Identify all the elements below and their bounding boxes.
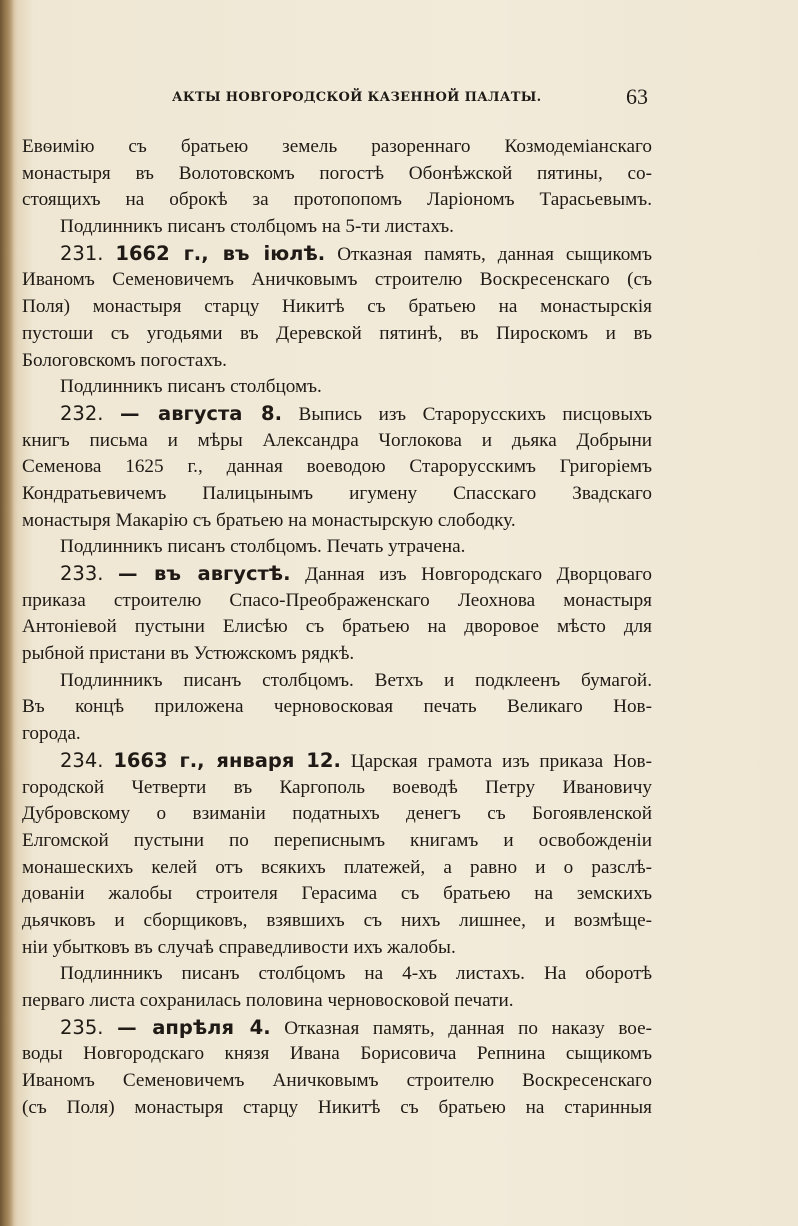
line-text: Въ концѣ приложена черновосковая печать Великаго Нов- (22, 696, 652, 718)
text-line (22, 214, 652, 241)
text-line (22, 1068, 652, 1095)
line-text: города. (22, 723, 81, 745)
line-text: Отказная память, данная по наказу вое- (284, 1017, 652, 1039)
line-text: (съ Поля) монастыря старцу Никитѣ съ братьею на старинныя (22, 1096, 652, 1118)
line-text: Поля) монастыря старцу Никитѣ съ братьею на монастырскія (22, 296, 652, 318)
text-line (22, 534, 652, 561)
line-text: книгъ письма и мѣры Александра Чоглокова и дьяка Добрыни (22, 429, 652, 451)
text-line (22, 961, 652, 988)
line-text: воды Новгородскаго князя Ивана Борисовича Репнина сыщикомъ (22, 1043, 652, 1065)
entry-number: 233. (60, 562, 104, 585)
text-line (22, 721, 652, 748)
entry-heading-line (22, 401, 652, 428)
text-line (22, 855, 652, 882)
line-text: Антоніевой пустыни Елисѣю съ братьею на дворовое мѣсто для (22, 616, 652, 638)
text-line (22, 881, 652, 908)
entry-heading-line (22, 748, 652, 775)
entry-number: 235. (60, 1015, 104, 1039)
line-text: Семенова 1625 г., данная воеводою Старорусскимъ Григоріемъ (22, 456, 652, 478)
entry-number: 234. (60, 748, 104, 772)
line-text: Выпись изъ Старорусскихъ писцовыхъ (298, 403, 652, 425)
line-text: приказа строителю Спасо-Преображенскаго Леохнова монастыря (22, 589, 652, 611)
line-text: Дубровскому о взиманіи податныхъ денегъ съ Богоявленской (22, 803, 652, 825)
text-line (22, 454, 652, 481)
line-text: Подлинникъ писанъ столбцомъ. Печать утрачена. (60, 536, 466, 558)
line-text: Данная изъ Новгородскаго Дворцоваго (305, 564, 652, 585)
entry-date: — августа 8. (119, 401, 282, 425)
text-line (22, 348, 652, 375)
text-line (22, 694, 652, 721)
text-line (22, 161, 652, 188)
line-text: монастыря Макарію съ братьею на монастырскую слободку. (22, 509, 516, 531)
entry-heading-line (22, 241, 652, 268)
text-line (22, 828, 652, 855)
line-text: Царская грамота изъ приказа Нов- (350, 750, 652, 772)
line-text: пустоши съ угодьями въ Деревской пятинѣ, въ Пироскомъ и въ (22, 322, 652, 344)
line-text: перваго листа сохранилась половина черновосковой печати. (22, 990, 514, 1011)
text-line (22, 801, 652, 828)
text-line (22, 374, 652, 401)
book-spine-shadow (0, 0, 14, 1226)
text-line (22, 508, 652, 535)
entry-number: 232. (60, 401, 104, 425)
entry-date: 1662 г., въ іюлѣ. (115, 241, 326, 265)
entry-heading-line (22, 561, 652, 588)
entry-date: — въ августѣ. (117, 562, 291, 585)
text-line (22, 935, 652, 962)
line-text: Иваномъ Семеновичемъ Аничковымъ строителю Воскресенскаго (22, 1070, 652, 1092)
line-text: стоящихъ на оброкѣ за протопопомъ Ларіономъ Тарасьевымъ. (22, 189, 652, 211)
text-line (22, 668, 652, 695)
line-text: монастыря въ Волотовскомъ погостѣ Обонѣжской пятины, со- (22, 162, 652, 184)
text-line (22, 775, 652, 802)
line-text: Евѳимію съ братьею земель разореннаго Козмодеміанскаго (22, 136, 652, 157)
line-text: Кондратьевичемъ Палицынымъ игумену Спасскаго Звадскаго (22, 482, 652, 504)
text-line (22, 428, 652, 455)
line-text: Иваномъ Семеновичемъ Аничковымъ строителю Воскресенскаго (съ (22, 269, 652, 291)
line-text: монашескихъ келей отъ всякихъ платежей, а равно и о разслѣ- (22, 856, 652, 878)
line-text: Подлинникъ писанъ столбцомъ. Ветхъ и подклеенъ бумагой. (60, 669, 652, 691)
entry-date: — апрѣля 4. (117, 1015, 271, 1039)
text-line (22, 134, 652, 161)
text-line (22, 988, 652, 1015)
text-line (22, 1095, 652, 1122)
entry-date: 1663 г., января 12. (113, 748, 341, 772)
running-head: АКТЫ НОВГОРОДСКОЙ КАЗЕННОЙ ПАЛАТЫ. (172, 90, 542, 105)
line-text: дьячковъ и сборщиковъ, взявшихъ съ нихъ лишнее, и возмѣще- (22, 909, 652, 931)
text-line (22, 1041, 652, 1068)
text-line (22, 187, 652, 214)
text-line (22, 641, 652, 668)
line-text: Подлинникъ писанъ столбцомъ на 5-ти листахъ. (60, 216, 454, 238)
line-text: Елгомской пустыни по переписнымъ книгамъ и освобожденіи (22, 829, 652, 851)
line-text: дованіи жалобы строителя Герасима съ братьею на земскихъ (22, 883, 652, 905)
page-header (0, 84, 798, 114)
text-line (22, 294, 652, 321)
line-text: рыбной пристани въ Устюжскомъ рядкѣ. (22, 643, 355, 665)
text-line (22, 614, 652, 641)
line-text: Подлинникъ писанъ столбцомъ. (60, 376, 322, 398)
line-text: Отказная память, данная сыщикомъ (337, 243, 652, 265)
line-text: городской Четверти въ Каргополь воеводѣ Петру Ивановичу (22, 776, 652, 798)
text-line (22, 588, 652, 615)
entry-number: 231. (60, 241, 104, 265)
text-line (22, 908, 652, 935)
entry-heading-line (22, 1015, 652, 1042)
line-text: ніи убытковъ въ случаѣ справедливости ихъ жалобы. (22, 936, 456, 958)
body-text (22, 134, 652, 1121)
line-text: Подлинникъ писанъ столбцомъ на 4-хъ листахъ. На оборотѣ (60, 963, 652, 985)
text-line (22, 267, 652, 294)
text-line (22, 481, 652, 508)
page-number: 63 (626, 84, 648, 109)
text-line (22, 321, 652, 348)
line-text: Бологовскомъ погостахъ. (22, 349, 227, 371)
